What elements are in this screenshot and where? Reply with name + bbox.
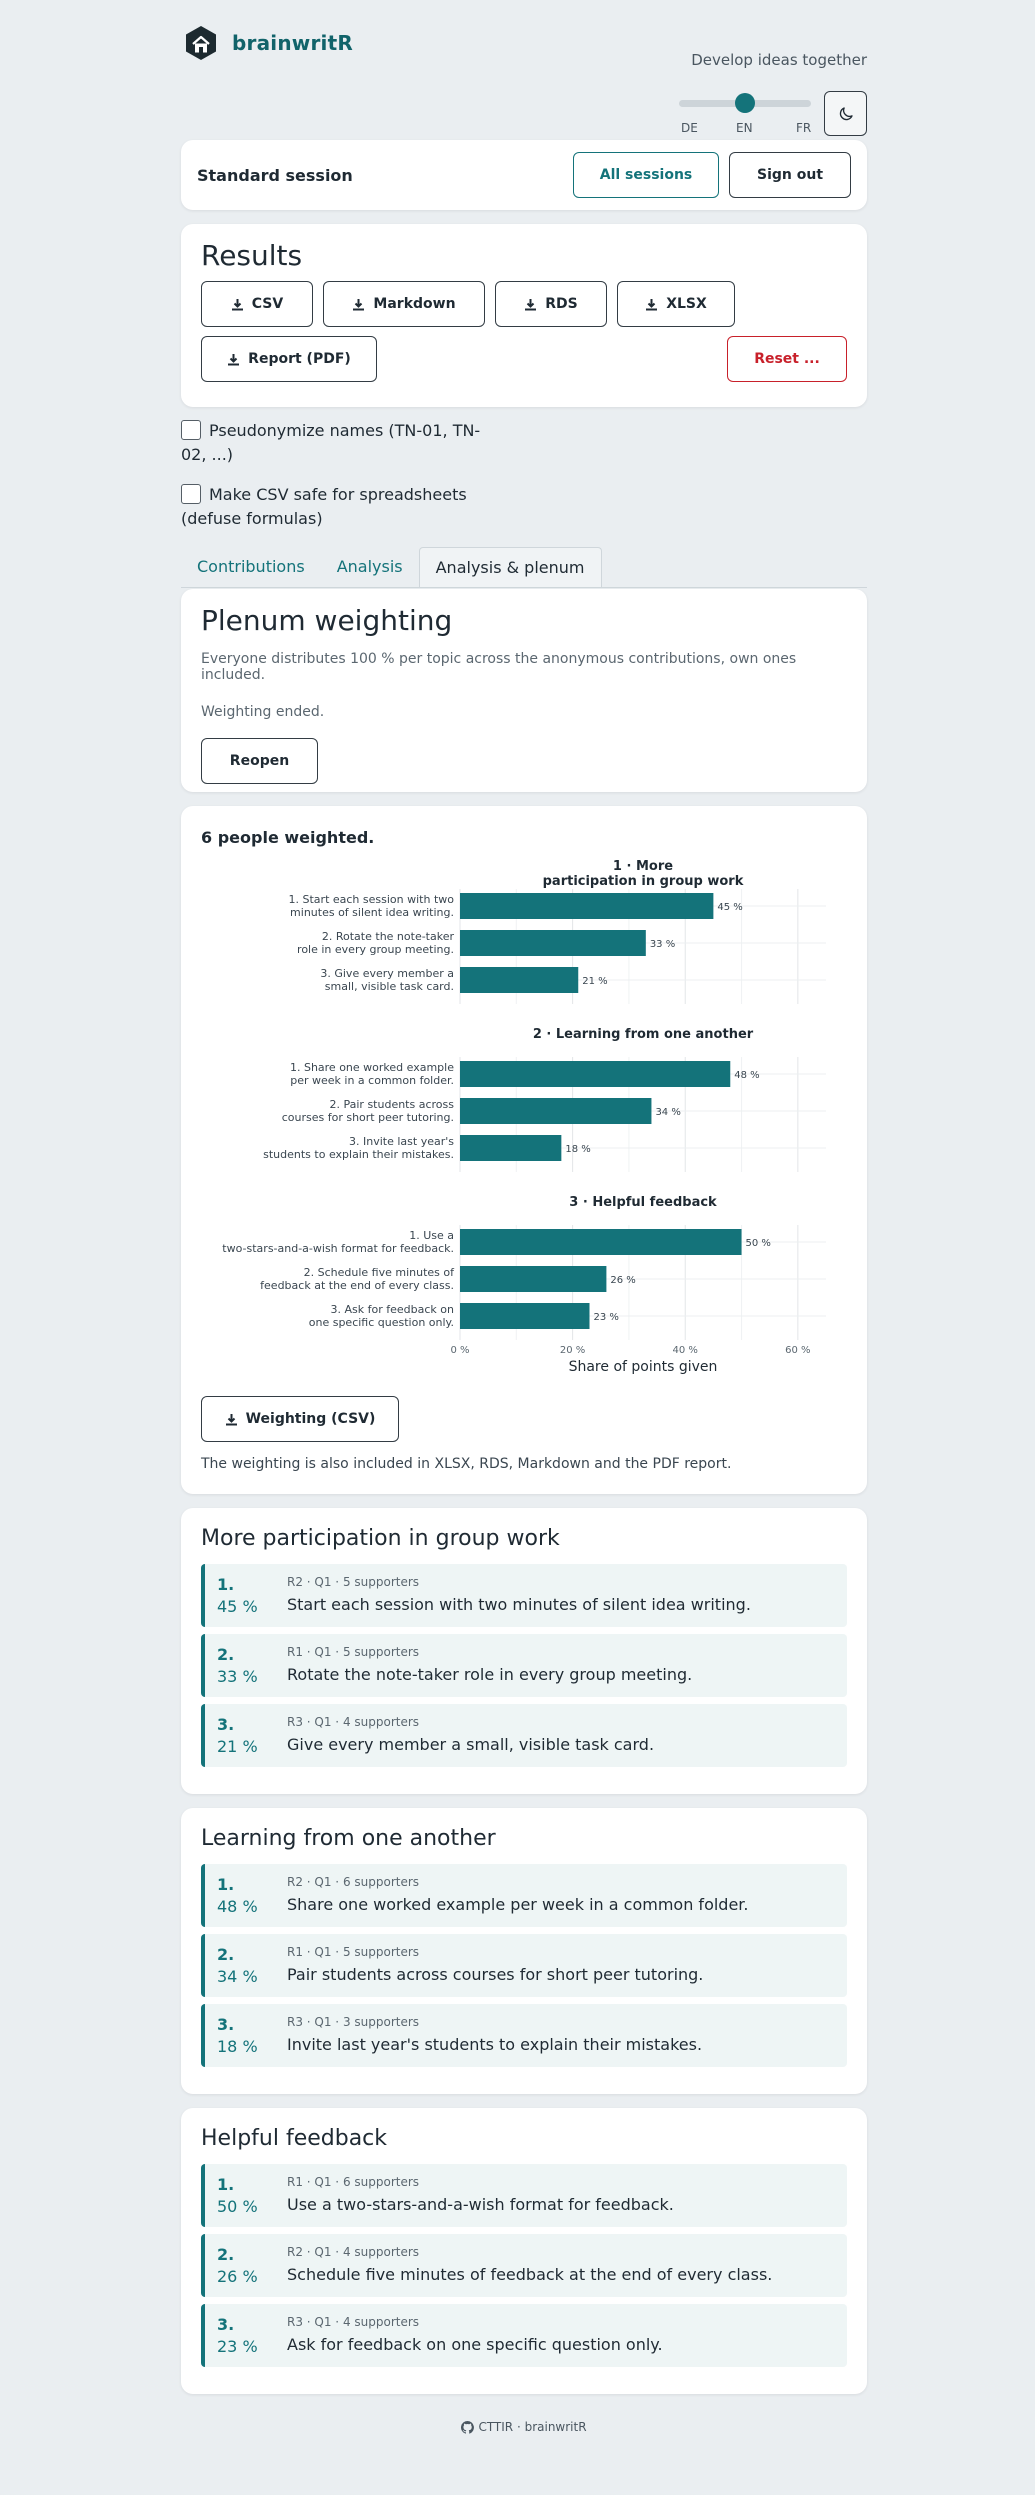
chart-x-axis-label: Share of points given — [568, 1359, 718, 1375]
session-title: Standard session — [197, 165, 353, 185]
chart-category-label: one specific question only. — [308, 1316, 454, 1329]
idea-rank-number: 3. — [217, 1715, 235, 1734]
plenum-status: Weighting ended. — [201, 704, 325, 720]
chart-category-label: 2. Schedule five minutes of — [303, 1266, 454, 1279]
idea-meta: R3 · Q1 · 3 supporters — [287, 2015, 420, 2029]
idea-rank — [217, 1574, 287, 1627]
download-csv-button[interactable]: CSV — [201, 281, 313, 327]
ranked-idea — [201, 2164, 847, 2227]
idea-rank — [217, 1874, 287, 1927]
tab-analysis-plenum[interactable]: Analysis & plenum — [419, 547, 602, 587]
download-icon — [227, 353, 240, 366]
chart-panel-title: participation in group work — [542, 874, 744, 889]
chart-category-label: 2. Pair students across — [329, 1098, 454, 1111]
idea-rank — [217, 1714, 287, 1767]
brainwriter-logo-icon — [184, 25, 218, 61]
chart-tick-label: 40 % — [672, 1345, 698, 1356]
csv-safe-checkbox[interactable] — [181, 484, 201, 504]
idea-rank — [217, 1944, 287, 1997]
download-report-pdf-button[interactable]: Report (PDF) — [201, 336, 377, 382]
topic-card — [181, 2108, 867, 2394]
csv-safe-label: Make CSV safe for spreadsheets (defuse formulas) — [181, 485, 467, 528]
download-icon — [645, 298, 658, 311]
idea-percent: 33 % — [217, 1667, 258, 1686]
app-name: brainwritR — [232, 31, 353, 55]
chart-category-label: per week in a common folder. — [290, 1074, 454, 1087]
idea-rank — [217, 2244, 287, 2297]
chart-data-label: 34 % — [655, 1107, 681, 1118]
plenum-description: Everyone distributes 100 % per topic across the anonymous contributions, own ones included. — [201, 651, 797, 683]
download-markdown-button[interactable]: Markdown — [323, 281, 485, 327]
idea-meta: R2 · Q1 · 4 supporters — [287, 2245, 420, 2259]
idea-text: Pair students across courses for short peer tutoring. — [287, 1965, 704, 1984]
chart-bar — [460, 893, 713, 919]
idea-text: Rotate the note-taker role in every group meeting. — [287, 1665, 693, 1684]
language-label-de: DE — [681, 121, 698, 135]
idea-percent: 50 % — [217, 2197, 258, 2216]
chart-data-label: 33 % — [649, 939, 676, 950]
idea-text: Invite last year's students to explain their mistakes. — [287, 2035, 703, 2054]
idea-text: Start each session with two minutes of silent idea writing. — [287, 1595, 751, 1614]
chart-data-label: 50 % — [745, 1238, 771, 1249]
reset-button[interactable]: Reset ... — [727, 336, 847, 382]
chart-data-label: 26 % — [610, 1275, 636, 1286]
topic-title: Helpful feedback — [201, 2126, 388, 2151]
pseudonymize-option[interactable] — [181, 419, 481, 467]
idea-rank — [217, 2014, 287, 2067]
ranked-idea — [201, 1704, 847, 1767]
ranked-idea — [201, 2004, 847, 2067]
idea-text: Ask for feedback on one specific question only. — [287, 2335, 663, 2354]
ranked-idea — [201, 1934, 847, 1997]
idea-text: Schedule five minutes of feedback at the end of every class. — [287, 2265, 773, 2284]
chart-bar — [460, 1303, 590, 1329]
download-icon — [352, 298, 365, 311]
idea-percent: 45 % — [217, 1597, 258, 1616]
ranked-idea — [201, 1864, 847, 1927]
idea-meta: R3 · Q1 · 4 supporters — [287, 2315, 420, 2329]
footer — [181, 2420, 867, 2434]
idea-rank — [217, 2174, 287, 2227]
chart-category-label: role in every group meeting. — [297, 943, 454, 956]
topic-title: More participation in group work — [201, 1526, 560, 1551]
chart-category-label: 3. Ask for feedback on — [330, 1303, 454, 1316]
idea-rank-number: 3. — [217, 2015, 235, 2034]
chart-tick-label: 60 % — [785, 1345, 811, 1356]
sign-out-button[interactable]: Sign out — [729, 152, 851, 198]
language-label-en: EN — [736, 121, 753, 135]
weighting-note: The weighting is also included in XLSX, RDS, Markdown and the PDF report. — [201, 1456, 732, 1472]
chart-category-label: courses for short peer tutoring. — [281, 1111, 454, 1124]
idea-percent: 18 % — [217, 2037, 258, 2056]
weighting-chart — [181, 856, 867, 1401]
idea-rank-number: 1. — [217, 1875, 235, 1894]
idea-meta: R3 · Q1 · 4 supporters — [287, 1715, 420, 1729]
chart-category-label: minutes of silent idea writing. — [290, 906, 454, 919]
idea-rank-number: 2. — [217, 1645, 235, 1664]
chart-bar — [460, 930, 646, 956]
pseudonymize-label: Pseudonymize names (TN-01, TN-02, ...) — [181, 421, 481, 464]
idea-percent: 21 % — [217, 1737, 258, 1756]
chart-category-label: feedback at the end of every class. — [260, 1279, 454, 1292]
chart-category-label: 1. Start each session with two — [288, 893, 454, 906]
chart-bar — [460, 1098, 651, 1124]
idea-percent: 48 % — [217, 1897, 258, 1916]
idea-meta: R1 · Q1 · 6 supporters — [287, 2175, 420, 2189]
download-xlsx-button[interactable]: XLSX — [617, 281, 735, 327]
download-icon — [231, 298, 244, 311]
chart-category-label: 1. Share one worked example — [289, 1061, 454, 1074]
chart-category-label: 3. Give every member a — [320, 967, 454, 980]
chart-category-label: small, visible task card. — [324, 980, 454, 993]
results-card — [181, 224, 867, 407]
ranked-idea — [201, 2304, 847, 2367]
idea-rank-number: 2. — [217, 2245, 235, 2264]
app-tagline: Develop ideas together — [691, 51, 867, 69]
pseudonymize-checkbox[interactable] — [181, 420, 201, 440]
idea-rank-number: 1. — [217, 1575, 235, 1594]
chart-data-label: 23 % — [593, 1312, 619, 1323]
brand-logo[interactable] — [184, 25, 353, 61]
idea-rank-number: 3. — [217, 2315, 235, 2334]
chart-category-label: 3. Invite last year's — [349, 1135, 454, 1148]
topic-card — [181, 1508, 867, 1794]
download-icon — [524, 298, 537, 311]
results-title: Results — [201, 239, 303, 272]
chart-category-label: 2. Rotate the note-taker — [321, 930, 454, 943]
topic-title: Learning from one another — [201, 1826, 496, 1851]
idea-rank — [217, 2314, 287, 2367]
tab-analysis[interactable]: Analysis — [336, 557, 403, 576]
chart-category-label: students to explain their mistakes. — [263, 1148, 454, 1161]
idea-meta: R1 · Q1 · 5 supporters — [287, 1645, 420, 1659]
app-header — [181, 0, 867, 140]
idea-percent: 26 % — [217, 2267, 258, 2286]
idea-meta: R1 · Q1 · 5 supporters — [287, 1945, 420, 1959]
idea-rank — [217, 1644, 287, 1697]
download-rds-button[interactable]: RDS — [495, 281, 607, 327]
chart-panel-title: 3 · Helpful feedback — [569, 1195, 717, 1210]
download-icon — [225, 1413, 238, 1426]
chart-bar — [460, 967, 578, 993]
chart-bar — [460, 1135, 561, 1161]
chart-data-label: 21 % — [582, 976, 608, 987]
results-tabs — [181, 547, 867, 588]
idea-rank-number: 1. — [217, 2175, 235, 2194]
idea-percent: 23 % — [217, 2337, 258, 2356]
all-sessions-button[interactable]: All sessions — [573, 152, 719, 198]
chart-category-label: 1. Use a — [409, 1229, 454, 1242]
topic-card — [181, 1808, 867, 2094]
session-bar — [181, 140, 867, 210]
github-icon[interactable] — [461, 2421, 474, 2434]
chart-panel-title: 2 · Learning from one another — [532, 1027, 754, 1042]
ranked-idea — [201, 2234, 847, 2297]
ranked-idea — [201, 1564, 847, 1627]
weighting-count: 6 people weighted. — [201, 828, 375, 847]
chart-data-label: 18 % — [565, 1144, 591, 1155]
weighting-csv-button[interactable]: Weighting (CSV) — [201, 1396, 399, 1442]
chart-data-label: 48 % — [734, 1070, 760, 1081]
tab-contributions[interactable]: Contributions — [197, 557, 305, 576]
csv-safe-option[interactable] — [181, 483, 481, 531]
idea-percent: 34 % — [217, 1967, 258, 1986]
moon-icon — [837, 105, 855, 123]
chart-tick-label: 0 % — [450, 1345, 470, 1356]
plenum-title: Plenum weighting — [201, 604, 453, 637]
dark-mode-toggle[interactable] — [824, 91, 867, 136]
idea-meta: R2 · Q1 · 6 supporters — [287, 1875, 420, 1889]
topic-list — [181, 1508, 867, 2394]
reopen-button[interactable]: Reopen — [201, 738, 318, 784]
ranked-idea — [201, 1634, 847, 1697]
chart-bar — [460, 1229, 742, 1255]
language-slider-thumb[interactable] — [735, 93, 755, 113]
chart-bar — [460, 1061, 730, 1087]
language-label-fr: FR — [796, 121, 812, 135]
chart-data-label: 45 % — [717, 902, 743, 913]
idea-text: Share one worked example per week in a common folder. — [287, 1895, 749, 1914]
idea-rank-number: 2. — [217, 1945, 235, 1964]
idea-text: Give every member a small, visible task card. — [287, 1735, 655, 1754]
footer-text[interactable]: CTTIR · brainwritR — [478, 2420, 587, 2434]
app-root — [181, 0, 867, 2434]
export-options — [181, 419, 867, 531]
plenum-weighting-card — [181, 589, 867, 792]
chart-category-label: two-stars-and-a-wish format for feedback. — [222, 1242, 454, 1255]
weighting-chart-card — [181, 806, 867, 1494]
chart-panel-title: 1 · More — [612, 859, 674, 874]
idea-meta: R2 · Q1 · 5 supporters — [287, 1575, 420, 1589]
idea-text: Use a two-stars-and-a-wish format for feedback. — [287, 2195, 674, 2214]
chart-bar — [460, 1266, 606, 1292]
chart-tick-label: 20 % — [559, 1345, 586, 1356]
